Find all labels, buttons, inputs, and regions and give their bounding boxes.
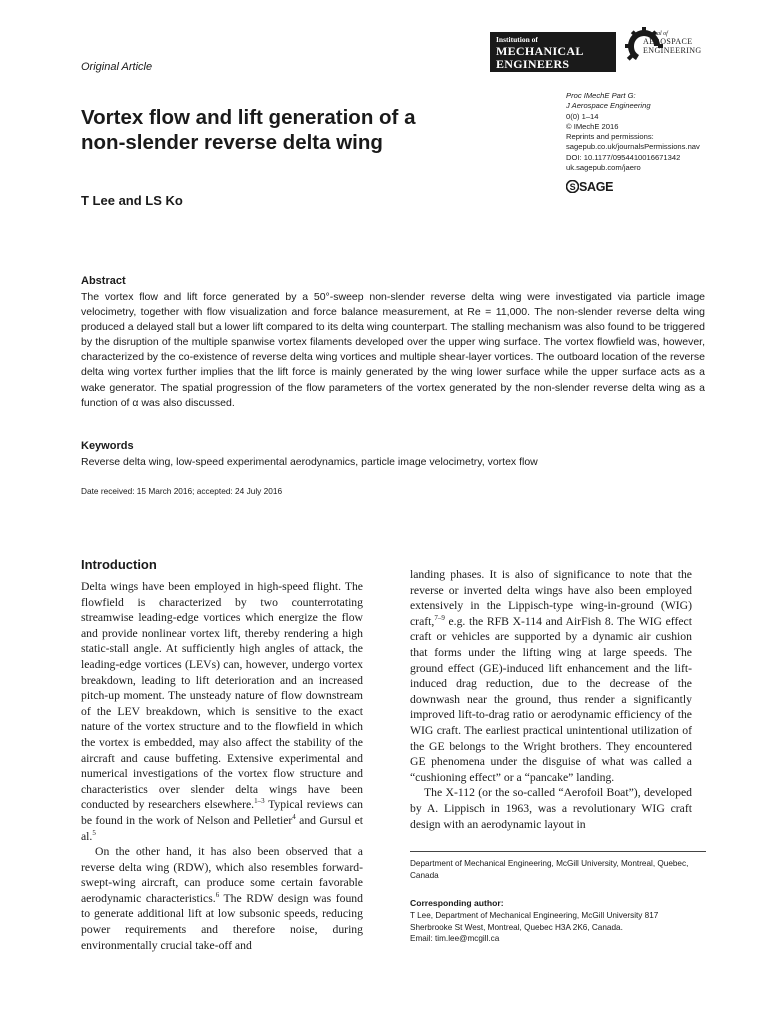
journal-logo-line2: AEROSPACE [643,37,693,46]
p1-text-a: Delta wings have been employed in high-speed flight. The flowfield is characterized by two counterrotating streamwise leading-edge vortices which energize the flow and provide nonlinear vortex lift, thereby rendering a high static-stall angle. At sufficiently high angles of attack, the leading-edge vortices (LEVs) can, however, undergo vortex breakdown, leading to lift deterioration and an increased pitch-up moment. The unsteady nature of flow downstream of the LEV breakdown, which is sensitive to the exact nature of the vortex structure and to the flowfield in which the vortex is embedded, may also affect the stability of the aircraft and cause buffeting. Extensive experimental and numerical investigations of the vortex flow structure and characteristics over slender delta wings have been conducted by researchers elsewhere. [81,580,363,812]
sage-logo-icon [566,180,579,193]
meta-volume: 0(0) 1–14 [566,111,599,121]
imeche-logo-line1: Institution of [496,35,538,44]
citation-superscript: 1–3 [254,797,265,806]
citation-superscript: 4 [292,813,296,822]
meta-journal: Proc IMechE Part G: [566,91,636,100]
body-column-right [410,567,692,832]
intro-paragraph-1 [81,579,363,844]
citation-superscript: 7–9 [434,613,445,622]
corresponding-heading: Corresponding author: [410,898,504,908]
citation-superscript: 6 [215,890,220,899]
p3-text-b: e.g. the RFB X-114 and AirFish 8. The WIG effect craft or vehicles are supported by a dynamic air cushion that forms under the lifting wing at large speeds. The ground effect (GE)-induced lift enhancement and the lift-induced drag reduction, due to the decrease of the downwash near the ground, thus render a significantly improved lift-to-drag ratio or aerodynamic efficiency of the WIG craft. The earliest practical unintentional utilization of the GE belongs to the Wright brothers. They encountered GE phenomena under the disguise of what was called a “cushioning effect” or a “pancake” landing. [410,614,692,784]
imeche-logo [490,32,616,72]
corr-line-2: Sherbrooke St West, Montreal, Quebec H3A 2K6, Canada. [410,922,623,932]
meta-copyright: © IMechE 2016 [566,121,619,131]
journal-logo [643,31,702,55]
sage-logo-text: SAGE [579,180,614,194]
p1-text-b: Typical reviews can be found in the work of Nelson and Pelletier [81,798,363,827]
intro-heading: Introduction [81,557,157,572]
p3-text-a: landing phases. It is also of significance to note that the reverse or inverted delta wings have also been employed extensively in the Lippisch-type wing-in-ground (WIG) craft, [410,568,692,628]
abstract-text: The vortex flow and lift force generated by a 50°-sweep non-slender reverse delta wing were investigated via particle image velocimetry, together with flow visualization and force balance measurement, at Re = 11,000. The non-slender reverse delta wing produced a delayed stall but a lower lift compared to its delta wing counterpart. The stalling mechanism was also found to be triggered by the disruption of the multiple spanwise vortex filaments developed over the upper wing surface. The vortex flowfield was, however, characterized by the co-existence of reverse delta wing vortices and multiple shear-layer vortices. The outboard location of the reverse delta wing vortex further implies that the lift force is mainly generated by the wing lower surface while the upper surface acts as a wake generator. The spatial progression of the flow parameters of the vortex generated by the non-slender reverse delta wing as a function of α was also discussed. [81,291,705,409]
intro-paragraph-4: The X-112 (or the so-called “Aerofoil Boat”), developed by A. Lippisch in 1963, was a revolutionary WIG craft design with an aerodynamic layout in [410,786,692,831]
title-line-2: non-slender reverse delta wing [81,131,383,154]
keywords-heading: Keywords [81,440,134,452]
abstract-heading: Abstract [81,275,126,287]
title-line-1: Vortex flow and lift generation of a [81,106,416,129]
footnote-divider [410,851,706,852]
corr-email[interactable]: Email: tim.lee@mcgill.ca [410,934,500,944]
authors: T Lee and LS Ko [81,193,183,208]
meta-site[interactable]: uk.sagepub.com/jaero [566,163,641,173]
intro-paragraph-3 [410,567,692,785]
imeche-logo-line3: ENGINEERS [496,57,570,71]
corr-line-1: T Lee, Department of Mechanical Engineering, McGill University 817 [410,911,659,920]
meta-reprints: Reprints and permissions: [566,132,654,142]
keywords-text: Reverse delta wing, low-speed experimental aerodynamics, particle image velocimetry, vortex flow [81,456,538,468]
article-type: Original Article [81,61,153,73]
journal-logo-line1: Journal of [643,31,668,37]
meta-reprints-url[interactable]: sagepub.co.uk/journalsPermissions.nav [566,142,700,152]
p2-text-b: The RDW design was found to generate additional lift at low subsonic speeds, reducing power requirements and therefore noise, during environmentally crucial take-off and [81,891,363,952]
journal-logo-line3: ENGINEERING [643,46,702,55]
affiliation: Department of Mechanical Engineering, McGill University, Montreal, Quebec, Canada [410,859,689,880]
imeche-logo-line2: MECHANICAL [496,44,584,58]
p1-text-c: and Gursul et al. [81,813,364,843]
meta-doi[interactable]: DOI: 10.1177/0954410016671342 [566,152,681,162]
intro-paragraph-2 [81,844,363,953]
journal-meta [566,91,700,173]
sage-logo [566,180,613,194]
dates: Date received: 15 March 2016; accepted: 24 July 2016 [81,486,283,496]
meta-journal2: J Aerospace Engineering [566,101,651,111]
citation-superscript: 5 [92,828,96,837]
paper-title [81,105,501,155]
body-column-left [81,579,363,953]
svg-text:S: S [569,182,576,192]
corresponding-author [410,910,710,945]
p2-text-a: On the other hand, it has also been observed that a reverse delta wing (RDW), which also resembles forward-swept-wing aircraft, can produce some certain favorable aerodynamic characteristics. [81,845,363,905]
